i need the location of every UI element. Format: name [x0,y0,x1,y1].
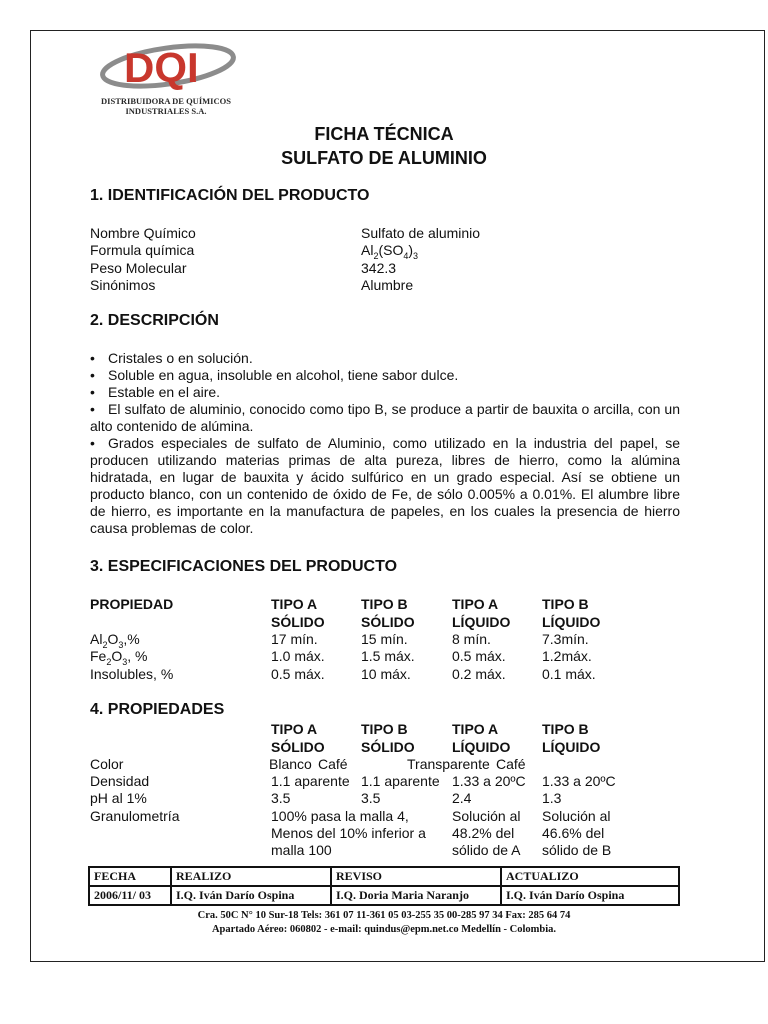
id-value-3: 342.3 [361,260,397,276]
prop-col-header-3: TIPO A [452,721,499,737]
signoff-realizo: I.Q. Iván Darío Ospina [171,886,331,905]
prop-col-sub-3: LÍQUIDO [452,739,511,755]
section3-heading: 3. ESPECIFICACIONES DEL PRODUCTO [90,558,398,575]
title-line1: FICHA TÉCNICA [314,124,454,144]
signoff-reviso: I.Q. Doria Maria Naranjo [331,886,501,905]
table-cell: Menos del 10% inferior a [271,825,426,841]
prop-col-header-1: TIPO A [271,721,318,737]
table-cell: 46.6% del [542,825,605,841]
spec-col-header-2: TIPO B [361,596,408,612]
spec-col-sub-4: LÍQUIDO [542,614,601,630]
table-cell: 0.5 máx. [271,666,325,682]
signoff-header-reviso: REVISO [331,867,501,886]
spec-col-header-4: TIPO B [542,596,589,612]
section1-heading: 1. IDENTIFICACIÓN DEL PRODUCTO [90,187,370,204]
table-cell: 0.2 máx. [452,666,506,682]
spec-col-header-prop: PROPIEDAD [90,596,174,612]
table-cell: 1.1 aparente [271,773,350,789]
id-label-4: Sinónimos [90,277,156,293]
list-item: • Estable en el aire. [90,384,221,400]
prop-col-header-2: TIPO B [361,721,408,737]
footer-contact: Apartado Aéreo: 060802 - e-mail: quindus@epm.net.co Medellín - Colombia. [211,924,557,935]
table-cell: 1.33 a 20ºC [452,773,526,789]
company-name [91,96,241,116]
dqi-logo-icon [88,42,248,98]
prop-col-header-4: TIPO B [542,721,589,737]
signoff-actualizo: I.Q. Iván Darío Ospina [501,886,679,905]
table-cell: 1.0 máx. [271,648,325,664]
id-label-2: Formula química [90,242,195,258]
description-list [90,350,680,537]
table-cell: Transparente [407,756,490,772]
spec-prop-fe2o3: $Fe_2O_3$, % [90,648,148,667]
spec-col-sub-3: LÍQUIDO [452,614,511,630]
list-item: • Grados especiales de sulfato de Aluminio, como utilizado en la industria del papel, se producen utilizando materias primas de alta pureza, libres de hierro, como la alúmina hidratada, en lugar de bauxita y ácido sulfúrico en un grado especial. Así se obtiene un producto blanco, con un contenido de óxido de Fe, de sólo 0.005% a 0.01%. El alumbre libre de hierro, es importante en la manufactura de papeles, en los cuales la presencia de hierro causa problemas de color. [90,435,680,536]
prop-label-color: Color [90,756,124,772]
section2-heading: 2. DESCRIPCIÓN [90,312,219,329]
spec-col-sub-2: SÓLIDO [361,614,415,630]
signoff-header-realizo: REALIZO [171,867,331,886]
table-cell: 0.5 máx. [452,648,506,664]
table-cell: 1.3 [542,790,562,806]
prop-label-ph: pH al 1% [90,790,147,806]
prop-label-densidad: Densidad [90,773,150,789]
table-cell: 17 mín. [271,631,318,647]
table-cell: 1.33 a 20ºC [542,773,616,789]
prop-col-sub-2: SÓLIDO [361,739,415,755]
table-cell: 10 máx. [361,666,411,682]
table-cell: 3.5 [361,790,381,806]
title-line2: SULFATO DE ALUMINIO [281,148,487,168]
table-cell: Café [496,756,526,772]
list-item: • Cristales o en solución. [90,350,253,366]
signoff-header-fecha: FECHA [89,867,171,886]
company-name-line2: INDUSTRIALES S.A. [125,106,207,116]
id-value-4: Alumbre [361,277,414,293]
section4-heading: 4. PROPIEDADES [90,701,225,718]
table-cell: 7.3mín. [542,631,589,647]
company-name-line1: DISTRIBUIDORA DE QUÍMICOS [101,96,231,106]
table-cell: 100% pasa la malla 4, [271,808,409,824]
spec-col-sub-1: SÓLIDO [271,614,325,630]
id-label-1: Nombre Químico [90,225,196,241]
list-item: • El sulfato de aluminio, conocido como tipo B, se produce a partir de bauxita o arcilla, con un alto contenido de alúmina. [90,401,680,434]
table-cell: 0.1 máx. [542,666,596,682]
list-item: • Soluble en agua, insoluble en alcohol, tiene sabor dulce. [90,367,459,383]
table-cell: sólido de B [542,842,612,858]
table-cell: 2.4 [452,790,472,806]
prop-col-sub-4: LÍQUIDO [542,739,601,755]
table-cell: 1.5 máx. [361,648,415,664]
table-cell: Blanco [269,756,312,772]
table-cell: 15 mín. [361,631,408,647]
table-row [89,886,679,905]
table-cell: Solución al [542,808,611,824]
footer [88,909,680,937]
footer-address: Cra. 50C N° 10 Sur-18 Tels: 361 07 11-361 05 03-255 35 00-285 97 34 Fax: 285 64 74 [197,910,571,921]
table-cell: 1.2máx. [542,648,592,664]
prop-label-granulometria: Granulometría [90,808,180,824]
table-cell: malla 100 [271,842,332,858]
id-label-3: Peso Molecular [90,260,187,276]
logo-text: DQI [124,44,199,91]
prop-col-sub-1: SÓLIDO [271,739,325,755]
table-row [89,867,679,886]
spec-col-header-1: TIPO A [271,596,318,612]
table-cell: Café [318,756,348,772]
spec-col-header-3: TIPO A [452,596,499,612]
table-cell: Solución al [452,808,521,824]
table-cell: 8 mín. [452,631,491,647]
spec-prop-al2o3: $Al_2O_3,\%$ [90,631,140,650]
signoff-fecha: 2006/11/ 03 [89,886,171,905]
table-cell: 3.5 [271,790,291,806]
table-cell: 1.1 aparente [361,773,440,789]
signoff-header-actualizo: ACTUALIZO [501,867,679,886]
id-value-1: Sulfato de aluminio [361,225,481,241]
signoff-table [88,866,680,906]
table-cell: 48.2% del [452,825,515,841]
id-value-2: $Al_2(SO_4)_3$ [361,242,419,261]
spec-prop-insolubles: Insolubles, % [90,666,174,682]
table-cell: sólido de A [452,842,521,858]
